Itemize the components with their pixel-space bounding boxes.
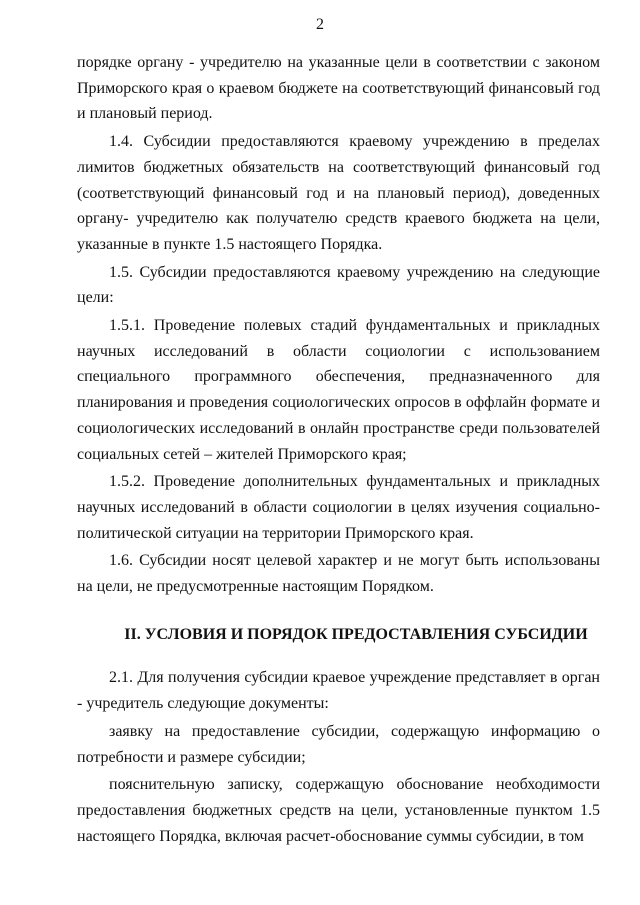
section-heading: II. УСЛОВИЯ И ПОРЯДОК ПРЕДОСТАВЛЕНИЯ СУБСИДИИ	[124, 625, 588, 643]
section-1-continuation	[77, 50, 600, 600]
section-2	[77, 665, 600, 849]
document-body	[77, 50, 600, 851]
paragraph: 1.5.1. Проведение полевых стадий фундаментальных и прикладных научных исследований в области социологии с использованием специального программного обеспечения, предназначенного для планирования и проведения социологических опросов в оффлайн формате и социологических исследований в онлайн пространстве среди пользователей социальных сетей – жителей Приморского края;	[77, 317, 600, 463]
paragraph: 2.1. Для получения субсидии краевое учреждение представляет в орган - учредитель следующие документы:	[77, 669, 600, 713]
paragraph: 1.6. Субсидии носят целевой характер и не могут быть использованы на цели, не предусмотренные настоящим Порядком.	[77, 552, 600, 596]
paragraph: порядке органу - учредителю на указанные цели в соответствии с законом Приморского края о краевом бюджете на соответствующий финансовый год и плановый период.	[77, 54, 600, 123]
paragraph: 1.5. Субсидии предоставляются краевому учреждению на следующие цели:	[77, 263, 600, 307]
paragraph: пояснительную записку, содержащую обоснование необходимости предоставления бюджетных средств на цели, установленные пунктом 1.5 настоящего Порядка, включая расчет-обоснование суммы субсидии, в том	[77, 776, 600, 845]
page-number: 2	[316, 16, 324, 33]
paragraph: заявку на предоставление субсидии, содержащую информацию о потребности и размере субсидии;	[77, 722, 600, 766]
paragraph: 1.5.2. Проведение дополнительных фундаментальных и прикладных научных исследований в области социологии в целях изучения социально-политической ситуации на территории Приморского края.	[77, 473, 600, 542]
paragraph: 1.4. Субсидии предоставляются краевому учреждению в пределах лимитов бюджетных обязательств на соответствующий финансовый год (соответствующий финансовый год и на плановый период), доведенных органу- учредителю как получателю средств краевого бюджета на цели, указанные в пункте 1.5 настоящего Порядка.	[77, 133, 600, 253]
